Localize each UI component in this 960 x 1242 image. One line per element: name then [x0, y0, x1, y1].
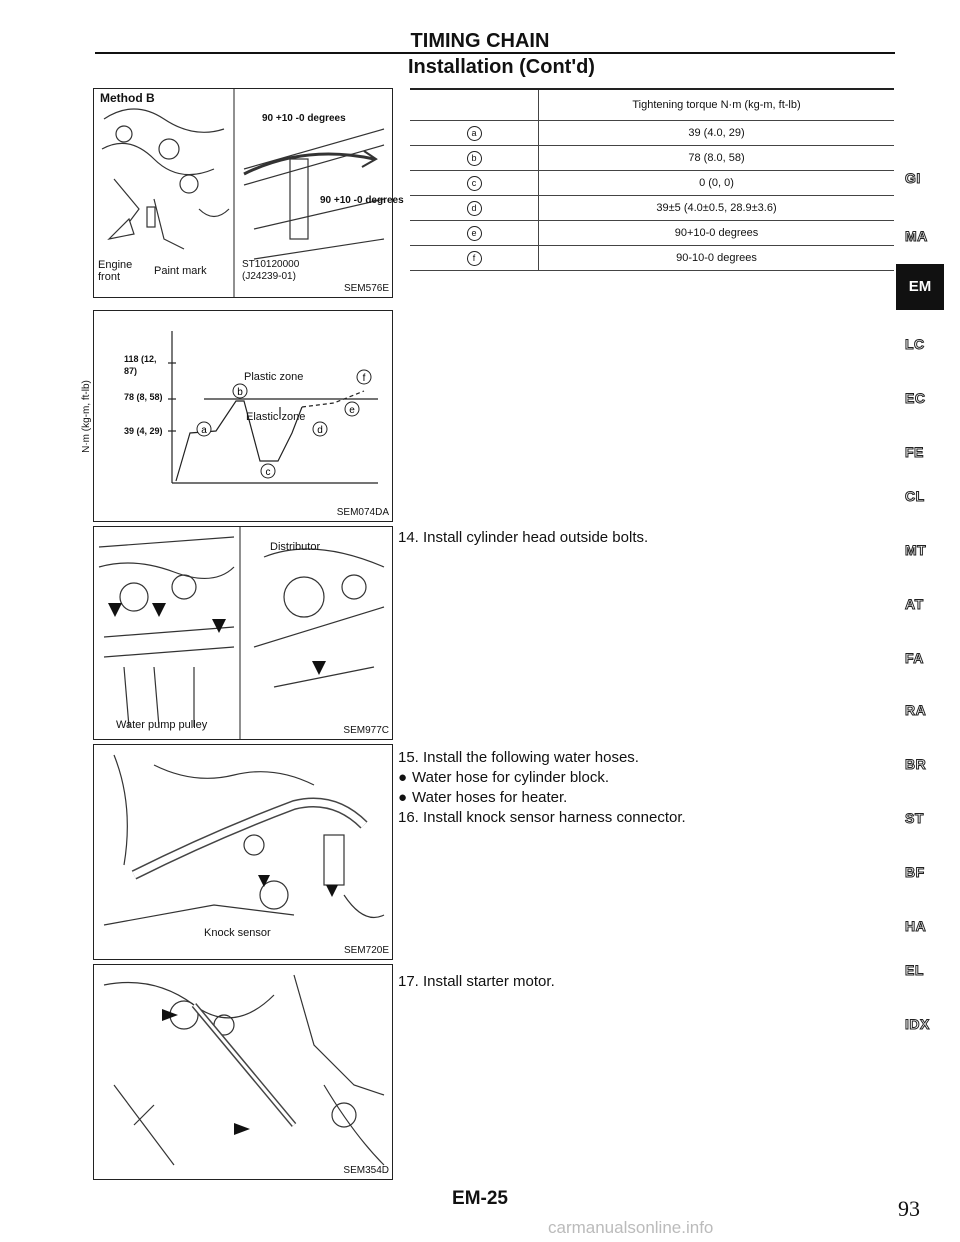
page-number: 93 — [898, 1196, 920, 1221]
step-17: 17. Install starter motor. — [398, 973, 555, 990]
side-tab-ha[interactable]: HA — [905, 918, 927, 934]
row-value: 39 (4.0, 29) — [539, 121, 895, 146]
graph-mark-e: e — [349, 405, 355, 416]
figure-torque-graph — [80, 310, 393, 522]
side-tab-mt[interactable]: MT — [905, 542, 927, 558]
graph-mark-c: c — [265, 467, 271, 478]
step-16: 16. Install knock sensor harness connector. — [398, 809, 686, 826]
table-row — [410, 221, 894, 246]
graph-y1: 118 (12, 87) — [124, 354, 157, 376]
outside-bolts-illustration — [94, 527, 392, 739]
torque-graph-svg — [94, 311, 392, 521]
side-tab-ra[interactable]: RA — [905, 702, 927, 718]
table-header-label: Tightening torque N·m (kg-m, ft-lb) — [539, 90, 895, 121]
row-key: c — [467, 176, 482, 191]
method-b-heading: Method B — [100, 91, 155, 105]
side-tab-el[interactable]: EL — [905, 962, 924, 978]
angle-label-mid: 90 +10 -0 degrees — [320, 195, 404, 206]
row-value: 0 (0, 0) — [539, 171, 895, 196]
figure-knock-sensor — [93, 744, 393, 960]
water-pump-pulley-label: Water pump pulley — [116, 719, 208, 731]
side-tab-bf[interactable]: BF — [905, 864, 925, 880]
side-tab-gi[interactable]: GI — [905, 170, 921, 186]
step-14: 14. Install cylinder head outside bolts. — [398, 529, 649, 546]
bullet-text: Water hoses for heater. — [412, 789, 568, 806]
row-key: d — [467, 201, 482, 216]
row-value: 90+10-0 degrees — [539, 221, 895, 246]
side-tab-ma[interactable]: MA — [905, 228, 928, 244]
table-header-row — [410, 90, 894, 121]
side-tab-idx[interactable]: IDX — [905, 1016, 930, 1032]
table-row — [410, 171, 894, 196]
figure-code: SEM354D — [343, 1165, 389, 1176]
figure-method-b — [93, 88, 404, 298]
figure-code: SEM720E — [343, 945, 389, 956]
bullet-item — [398, 788, 567, 807]
watermark: carmanualsonline.info — [548, 1218, 714, 1237]
side-tab-ec[interactable]: EC — [905, 390, 926, 406]
graph-ylabel: N·m (kg-m, ft-lb) — [80, 380, 92, 453]
page-title: TIMING CHAIN — [410, 30, 550, 52]
table-header-key — [410, 90, 539, 121]
starter-motor-illustration — [94, 965, 392, 1179]
graph-y3: 39 (4, 29) — [124, 426, 163, 436]
section-page-number: EM-25 — [452, 1188, 508, 1209]
paint-mark-label: Paint mark — [154, 265, 207, 277]
side-tab-fa[interactable]: FA — [905, 650, 924, 666]
figure-code: SEM576E — [343, 283, 389, 294]
torque-table-wrap — [410, 88, 894, 271]
engine-front-label: Engine front — [98, 259, 133, 283]
side-tab-lc[interactable]: LC — [905, 336, 925, 352]
figure-code: SEM977C — [343, 725, 389, 736]
elastic-zone-label: Elastic zone — [246, 411, 306, 423]
row-value: 90-10-0 degrees — [539, 246, 895, 271]
side-tab-at[interactable]: AT — [905, 596, 924, 612]
side-tab-st[interactable]: ST — [905, 810, 924, 826]
row-key: f — [467, 251, 482, 266]
bullet-dot: ● — [398, 769, 408, 786]
side-tab-em[interactable]: EM — [896, 264, 944, 310]
plastic-zone-label: Plastic zone — [244, 371, 304, 383]
side-tab-cl[interactable]: CL — [905, 488, 925, 504]
figure-outside-bolts — [93, 526, 393, 740]
side-tab-br[interactable]: BR — [905, 756, 927, 772]
graph-mark-d: d — [317, 425, 323, 436]
graph-mark-f: f — [362, 373, 366, 384]
side-tab-fe[interactable]: FE — [905, 444, 924, 460]
table-row — [410, 146, 894, 171]
table-row — [410, 196, 894, 221]
knock-sensor-label: Knock sensor — [204, 927, 271, 939]
torque-table — [410, 90, 894, 271]
bullet-item — [398, 768, 609, 787]
row-key: b — [467, 151, 482, 166]
distributor-label: Distributor — [270, 541, 321, 553]
page-subtitle: Installation (Cont'd) — [408, 56, 595, 78]
graph-mark-a: a — [201, 425, 207, 436]
table-row — [410, 246, 894, 271]
bullet-text: Water hose for cylinder block. — [412, 769, 610, 786]
row-value: 78 (8.0, 58) — [539, 146, 895, 171]
figure-starter-motor — [93, 964, 393, 1180]
bullet-dot: ● — [398, 789, 408, 806]
row-key: a — [467, 126, 482, 141]
row-key: e — [467, 226, 482, 241]
graph-y2: 78 (8, 58) — [124, 392, 163, 402]
row-value: 39±5 (4.0±0.5, 28.9±3.6) — [539, 196, 895, 221]
step-15: 15. Install the following water hoses. — [398, 749, 639, 766]
angle-label-top: 90 +10 -0 degrees — [262, 113, 346, 124]
graph-mark-b: b — [237, 387, 243, 398]
tool-label: ST10120000 (J24239-01) — [242, 259, 300, 282]
table-row — [410, 121, 894, 146]
header-rule — [95, 52, 895, 54]
figure-code: SEM074DA — [336, 507, 389, 518]
